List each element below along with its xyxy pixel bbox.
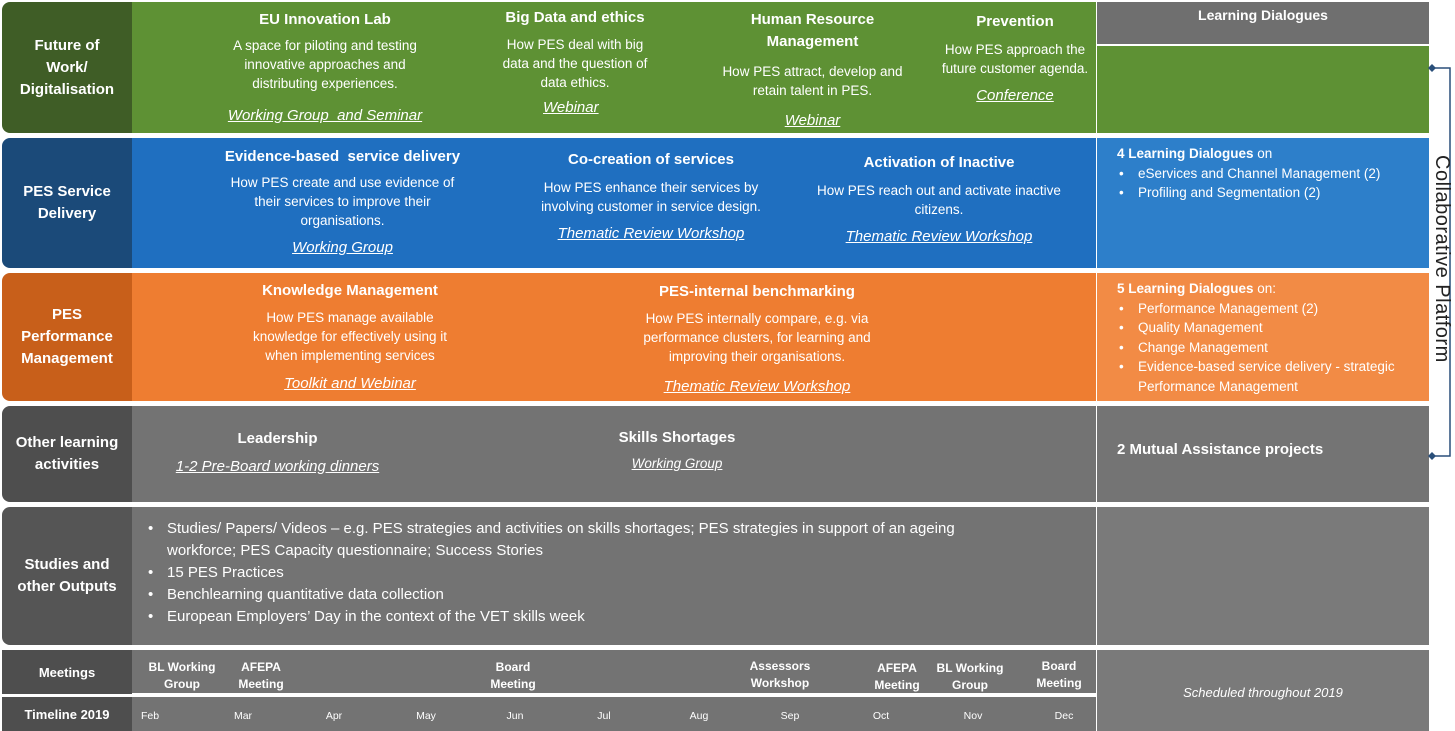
right-cell-performance: [1097, 273, 1429, 401]
activity-eu-innovation-lab: [205, 9, 445, 124]
learning-dialogues-count: 5 Learning Dialogues: [1117, 281, 1254, 296]
row-label-studies-text: Studies and other Outputs: [17, 556, 117, 595]
list-item: • eServices and Channel Management (2): [1117, 164, 1421, 184]
month-sep: Sep: [780, 710, 800, 722]
activity-title: Prevention: [976, 13, 1054, 30]
activity-title: PES-internal benchmarking: [659, 283, 855, 300]
meeting-bl-working-group-nov: BL Working Group: [936, 661, 1004, 692]
list-item: • Benchlearning quantitative data collection: [132, 584, 992, 606]
activity-format-link[interactable]: Conference: [976, 87, 1054, 104]
learning-dialogues-header: [1097, 2, 1429, 44]
month-oct: Oct: [872, 710, 890, 722]
month-dec: Dec: [1054, 710, 1074, 722]
bracket-top-marker: [1428, 64, 1436, 72]
month-aug: Aug: [689, 710, 709, 722]
activity-format-link[interactable]: Webinar: [543, 99, 599, 116]
list-item: • Profiling and Segmentation (2): [1117, 183, 1421, 203]
activity-desc: How PES approach the future customer agenda.: [941, 42, 1089, 76]
list-item: • European Employers’ Day in the context of the VET skills week: [132, 606, 992, 628]
meetings-label: Meetings: [38, 664, 96, 680]
activity-desc: A space for piloting and testing innovative approaches and distributing experiences.: [233, 38, 417, 91]
bracket-bottom-marker: [1428, 452, 1436, 460]
activity-title: Human Resource Management: [750, 11, 875, 50]
activity-format-link[interactable]: Working Group and Seminar: [227, 107, 423, 124]
activity-desc: How PES manage available knowledge for effectively using it when implementing services: [252, 310, 448, 363]
activity-title: Big Data and ethics: [505, 9, 645, 26]
month-apr: Apr: [325, 710, 343, 722]
activity-format-link[interactable]: Toolkit and Webinar: [284, 375, 416, 392]
activity-knowledge-management: [210, 280, 490, 392]
learning-dialogues-on: on: [1253, 146, 1273, 161]
activity-skills-shortages: [597, 427, 757, 471]
learning-dialogues-list: [1117, 164, 1421, 203]
list-item: • Change Management: [1117, 338, 1421, 358]
right-cell-other: [1097, 406, 1429, 502]
activity-title: EU Innovation Lab: [259, 11, 391, 28]
activity-format-link[interactable]: Webinar: [784, 112, 841, 129]
activity-format-link[interactable]: Working Group: [292, 239, 393, 256]
row-label-other-text: Other learning activities: [15, 434, 119, 473]
scheduled-cell: [1097, 650, 1429, 731]
activity-desc: How PES create and use evidence of their services to improve their organisations.: [230, 175, 455, 228]
row-label-performance: [2, 273, 132, 401]
list-item: • 15 PES Practices: [132, 562, 992, 584]
month-jul: Jul: [597, 710, 611, 722]
row-label-service: [2, 138, 132, 268]
activity-format-link[interactable]: 1-2 Pre-Board working dinners: [175, 458, 380, 475]
scheduled-text: Scheduled throughout 2019: [1183, 684, 1343, 700]
collaborative-platform-label-wrap: [1431, 155, 1453, 380]
activity-desc: How PES reach out and activate inactive citizens.: [817, 183, 1061, 217]
activity-desc: How PES deal with big data and the question of data ethics.: [502, 37, 648, 90]
month-may: May: [416, 710, 436, 722]
meeting-board-dec: Board Meeting: [1036, 659, 1082, 690]
meeting-bl-working-group-feb: BL Working Group: [148, 660, 216, 691]
activity-co-creation: [520, 149, 782, 242]
list-item: • Performance Management (2): [1117, 299, 1421, 319]
list-item: • Studies/ Papers/ Videos – e.g. PES strategies and activities on skills shortages; PES strategies in support of an ageing workforce; PES Capacity questionnaire; Success Stories: [132, 518, 992, 562]
list-item: • Evidence-based service delivery - strategic Performance Management: [1117, 357, 1421, 396]
learning-dialogues-on: on:: [1253, 281, 1277, 296]
timeline-label: Timeline 2019: [24, 706, 110, 722]
meeting-afepa-mar: AFEPA Meeting: [238, 660, 284, 691]
learning-dialogues-title: Learning Dialogues: [1198, 7, 1328, 23]
activity-evidence-based: [205, 146, 480, 256]
right-cell-future: [1097, 46, 1429, 133]
activity-format-link[interactable]: Thematic Review Workshop: [663, 378, 851, 395]
learning-dialogues-heading: [1117, 279, 1421, 299]
month-nov: Nov: [963, 710, 983, 722]
row-label-studies: [2, 507, 132, 645]
row-label-future-text: Future of Work/ Digitalisation: [19, 36, 115, 98]
activity-title: Knowledge Management: [262, 282, 438, 299]
activity-activation-inactive: [800, 152, 1078, 245]
activity-big-data: [490, 7, 660, 116]
learning-dialogues-heading: [1117, 144, 1421, 164]
studies-list: [132, 518, 992, 628]
row-label-performance-text: PES Performance Management: [21, 306, 113, 367]
activity-format-link[interactable]: Thematic Review Workshop: [845, 228, 1033, 245]
collaborative-platform-label: Collaborative Platform: [1431, 155, 1453, 363]
meeting-assessors-sep: Assessors Workshop: [749, 659, 811, 690]
mutual-assistance: 2 Mutual Assistance projects: [1117, 441, 1324, 458]
row-label-service-text: PES Service Delivery: [23, 183, 111, 222]
activity-title: Evidence-based service delivery: [224, 148, 461, 165]
meeting-afepa-oct: AFEPA Meeting: [874, 661, 920, 692]
activity-title: Leadership: [237, 430, 318, 447]
activity-format-link[interactable]: Thematic Review Workshop: [557, 225, 745, 242]
month-mar: Mar: [233, 710, 253, 722]
activity-desc: How PES enhance their services by involving customer in service design.: [541, 180, 761, 214]
learning-dialogues-count: 4 Learning Dialogues: [1117, 146, 1254, 161]
activity-title: Co-creation of services: [568, 151, 734, 168]
meeting-board-jun: Board Meeting: [490, 660, 536, 691]
month-jun: Jun: [506, 710, 524, 722]
timeline-label-cell: [2, 697, 132, 731]
activity-desc: How PES attract, develop and retain talent in PES.: [722, 64, 903, 98]
activity-hr-management: [700, 9, 925, 129]
activity-title: Skills Shortages: [618, 429, 736, 446]
activity-benchmarking: [612, 281, 902, 395]
activity-format-link[interactable]: Working Group: [631, 456, 723, 471]
right-cell-studies: [1097, 507, 1429, 645]
learning-dialogues-list: [1117, 299, 1421, 397]
list-item: • Quality Management: [1117, 318, 1421, 338]
meetings-label-cell: [2, 650, 132, 694]
row-label-other: [2, 406, 132, 502]
row-label-future: [2, 2, 132, 133]
activity-desc: How PES internally compare, e.g. via performance clusters, for learning and improving their organisations.: [643, 311, 871, 364]
activity-title: Activation of Inactive: [863, 154, 1015, 171]
month-feb: Feb: [140, 710, 160, 722]
right-cell-service: [1097, 138, 1429, 268]
activity-prevention: [925, 11, 1105, 104]
activity-leadership: [160, 428, 395, 475]
